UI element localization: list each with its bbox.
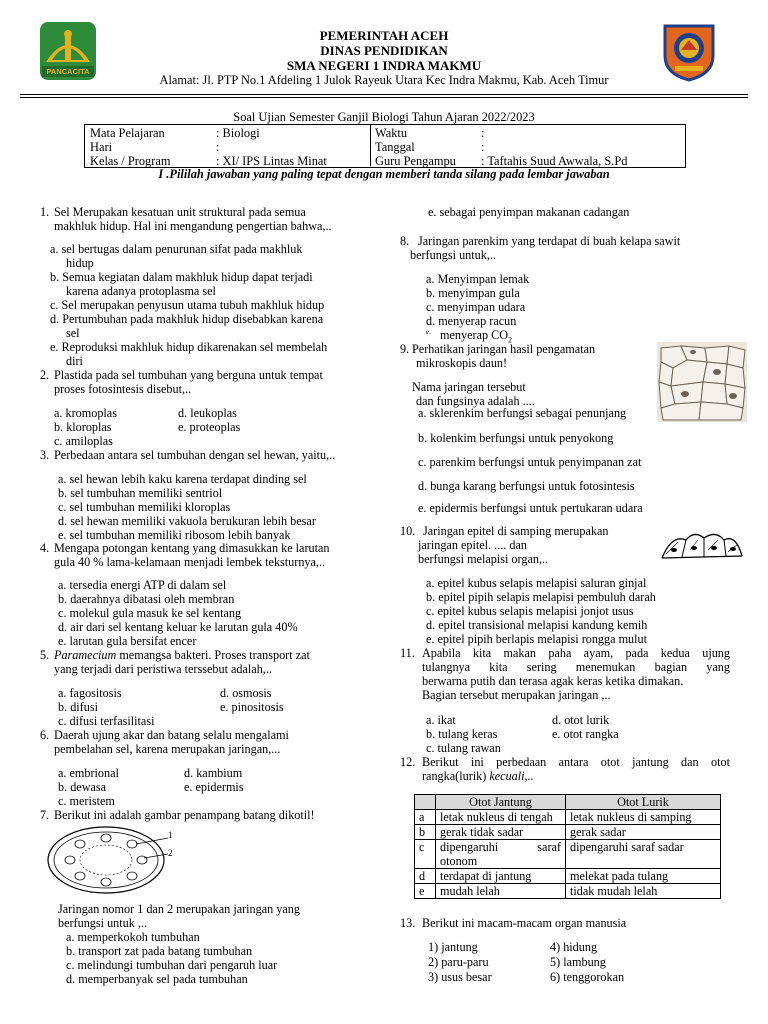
q3-stem-1: Perbedaan antara sel tumbuhan dengan sel hewan, yaitu,.. <box>54 448 336 462</box>
diagram-label-1: 1 <box>168 830 173 840</box>
q6-option-b[interactable]: b. dewasa <box>58 780 107 794</box>
label-date: Tanggal <box>375 140 415 154</box>
cardiac-cell: gerak tidak sadar <box>436 825 566 840</box>
q4-option-a[interactable]: a. tersedia energi ATP di dalam sel <box>58 578 227 592</box>
q11-option-c[interactable]: c. tulang rawan <box>426 741 501 755</box>
q5-stem-1 <box>54 648 374 662</box>
cardiac-cell: dipengaruhi saraf otonom <box>436 840 566 869</box>
q3-option-a[interactable]: a. sel hewan lebih kaku karena terdapat dinding sel <box>58 472 307 486</box>
q11-option-e[interactable]: e. otot rangka <box>552 727 619 741</box>
q8-stem-2: berfungsi untuk,.. <box>410 248 496 262</box>
q1-stem-2: makhluk hidup. Hal ini mengandung pengertian bahwa,.. <box>54 219 332 233</box>
q7-stem-3: berfungsi untuk ,.. <box>58 916 148 930</box>
q8-option-b[interactable]: b. menyimpan gula <box>426 286 520 300</box>
q13-number: 13. <box>400 916 416 930</box>
q9-option-b[interactable]: b. kolenkim berfungsi untuk penyokong <box>418 431 614 445</box>
row-letter[interactable]: c <box>415 840 436 869</box>
q12-stem-1: Berikut ini perbedaan antara otot jantung dan otot <box>422 755 730 769</box>
q6-option-a[interactable]: a. embrional <box>58 766 119 780</box>
pancacita-logo <box>38 20 98 82</box>
q11-stem-3: berwarna putih dan terasa agak keras ketika dimakan. <box>422 674 684 688</box>
q7-option-b[interactable]: b. transport zat pada batang tumbuhan <box>66 944 253 958</box>
leaf-tissue-image <box>657 342 747 422</box>
q5-option-a[interactable]: a. fagositosis <box>58 686 122 700</box>
cardiac-cell: terdapat di jantung <box>436 869 566 884</box>
q4-option-d[interactable]: d. air dari sel kentang keluar ke larutan gula 40% <box>58 620 298 634</box>
q7-option-a[interactable]: a. memperkokoh tumbuhan <box>66 930 200 944</box>
q12-stem-2 <box>422 769 534 783</box>
table-header-blank <box>415 795 436 810</box>
header-dept: DINAS PENDIDIKAN <box>320 43 448 58</box>
q13-item-1: 1) jantung <box>428 940 478 954</box>
q9-number: 9. <box>400 342 410 356</box>
info-box-divider <box>370 124 371 166</box>
q1-option-d-cont: sel <box>66 326 80 340</box>
q10-option-b[interactable]: b. epitel pipih selapis melapisi pembuluh darah <box>426 590 656 604</box>
q10-stem-2: jaringan epitel. .... dan <box>418 538 527 552</box>
diagram-label-2: 2 <box>168 848 173 858</box>
q10-stem-1: Jaringan epitel di samping merupakan <box>423 524 609 538</box>
q2-option-a[interactable]: a. kromoplas <box>54 406 117 420</box>
q10-option-e[interactable]: e. epitel pipih berlapis melapisi rongga mulut <box>426 632 648 646</box>
q12-stem-2-text: rangka(lurik) <box>422 769 490 783</box>
q9-stem-1: Perhatikan jaringan hasil pengamatan <box>412 342 596 356</box>
q7-option-e[interactable]: e. sebagai penyimpan makanan cadangan <box>428 205 630 219</box>
q9-option-e[interactable]: e. epidermis berfungsi untuk pertukaran udara <box>418 501 643 515</box>
value-teacher: : Taftahis Suud Awwala, S.Pd <box>481 154 628 168</box>
q1-option-a-cont: hidup <box>66 256 94 270</box>
q5-stem-1-rest: memangsa bakteri. Proses transport zat <box>116 648 310 662</box>
q1-option-d[interactable]: d. Pertumbuhan pada makhluk hidup disebabkan karena <box>50 312 324 326</box>
q11-number: 11. <box>400 646 415 660</box>
label-time: Waktu <box>375 126 408 140</box>
q2-option-d[interactable]: d. leukoplas <box>178 406 237 420</box>
value-date: : <box>481 140 485 154</box>
header-govt: PEMERINTAH ACEH <box>319 28 449 43</box>
q7-stem-1: Berikut ini adalah gambar penampang batang dikotil! <box>54 808 315 822</box>
value-subject: : Biologi <box>216 126 260 140</box>
q11-stem-2: tulangnya kita sering menemukan bagian yang <box>422 660 730 674</box>
skeletal-cell: dipengaruhi saraf sadar <box>566 840 721 869</box>
q10-number: 10. <box>400 524 416 538</box>
skeletal-cell: tidak mudah lelah <box>566 884 721 899</box>
q1-option-a[interactable]: a. sel bertugas dalam penurunan sifat pada makhluk <box>50 242 303 256</box>
table-row <box>415 810 721 825</box>
q10-option-a[interactable]: a. epitel kubus selapis melapisi saluran ginjal <box>426 576 647 590</box>
q5-option-b[interactable]: b. difusi <box>58 700 98 714</box>
row-letter[interactable]: e <box>415 884 436 899</box>
value-time: : <box>481 126 485 140</box>
q1-option-b-cont: karena adanya protoplasma sel <box>66 284 216 298</box>
q9-stem-4: dan fungsinya adalah .... <box>416 394 535 408</box>
header-school: SMA NEGERI 1 INDRA MAKMU <box>286 58 482 73</box>
info-table-left <box>88 126 329 168</box>
skeletal-cell: letak nukleus di samping <box>566 810 721 825</box>
q5-number: 5. <box>40 648 50 662</box>
muscle-comparison-table <box>414 794 721 899</box>
q2-stem-2: proses fotosintesis disebut,.. <box>54 382 192 396</box>
q2-number: 2. <box>40 368 50 382</box>
q11-option-b[interactable]: b. tulang keras <box>426 727 498 741</box>
q1-option-b[interactable]: b. Semua kegiatan dalam makhluk hidup dapat terjadi <box>50 270 313 284</box>
q9-stem-3: Nama jaringan tersebut <box>412 380 526 394</box>
q6-stem-1: Daerah ujung akar dan batang selalu mengalami <box>54 728 289 742</box>
q10-option-d[interactable]: d. epitel transisional melapisi kandung kemih <box>426 618 648 632</box>
q13-item-3: 3) usus besar <box>428 970 492 984</box>
cardiac-cell: letak nukleus di tengah <box>436 810 566 825</box>
table-row <box>415 869 721 884</box>
school-emblem <box>661 22 717 82</box>
label-subject: Mata Pelajaran <box>90 126 165 140</box>
q9-option-c[interactable]: c. parenkim berfungsi untuk penyimpanan zat <box>418 455 642 469</box>
table-header-cardiac: Otot Jantung <box>436 795 566 810</box>
q11-stem-1: Apabila kita makan paha ayam, pada kedua ujung <box>422 646 730 660</box>
q13-item-6: 6) tenggorokan <box>550 970 625 984</box>
q13-item-2: 2) paru-paru <box>428 955 489 969</box>
label-class: Kelas / Program <box>90 154 171 168</box>
q5-species: Paramecium <box>54 648 117 662</box>
q6-option-e[interactable]: e. epidermis <box>184 780 244 794</box>
q6-option-c[interactable]: c. meristem <box>58 794 115 808</box>
q3-option-e[interactable]: e. sel tumbuhan memiliki ribosom lebih banyak <box>58 528 291 542</box>
q4-number: 4. <box>40 541 50 555</box>
q8-option-a[interactable]: a. Menyimpan lemak <box>426 272 530 286</box>
q1-stem-1: Sel Merupakan kesatuan unit struktural pada semua <box>54 205 306 219</box>
q12-stem-2-emph: kecuali,.. <box>489 769 534 783</box>
table-header-skeletal: Otot Lurik <box>566 795 721 810</box>
q3-option-d[interactable]: d. sel hewan memiliki vakuola berukuran lebih besar <box>58 514 316 528</box>
row-letter[interactable]: d <box>415 869 436 884</box>
q8-option-c[interactable]: c. menyimpan udara <box>426 300 526 314</box>
q4-stem-2: gula 40 % lama-kelamaan menjadi lembek teksturnya,.. <box>54 555 326 569</box>
table-row <box>415 825 721 840</box>
q3-number: 3. <box>40 448 50 462</box>
instruction: I .Pililah jawaban yang paling tepat dengan memberi tanda silang pada lembar jawaban <box>158 167 610 181</box>
cardiac-cell: mudah lelah <box>436 884 566 899</box>
label-teacher: Guru Pengampu <box>375 154 456 168</box>
q6-number: 6. <box>40 728 50 742</box>
q5-option-e[interactable]: e. pinositosis <box>220 700 284 714</box>
q8-option-e-bullet: e. <box>426 328 431 336</box>
q8-option-d[interactable]: d. menyerap racun <box>426 314 517 328</box>
table-row <box>415 840 721 869</box>
q1-option-e[interactable]: e. Reproduksi makhluk hidup dikarenakan sel membelah <box>50 340 328 354</box>
q7-option-c[interactable]: c. melindungi tumbuhan dari pengaruh luar <box>66 958 278 972</box>
q11-option-a[interactable]: a. ikat <box>426 713 456 727</box>
exam-title: Soal Ujian Semester Ganjil Biologi Tahun Ajaran 2022/2023 <box>233 110 535 124</box>
header-rule-thin <box>20 94 748 95</box>
q8-option-e-sub: 2 <box>508 335 513 345</box>
q8-number: 8. <box>400 234 410 248</box>
q8-stem-1: Jaringan parenkim yang terdapat di buah kelapa sawit <box>418 234 681 248</box>
q11-stem-4: Bagian tersebut merupakan jaringan ,.. <box>422 688 611 702</box>
header-address: Alamat: Jl. PTP No.1 Afdeling 1 Julok Rayeuk Utara Kec Indra Makmu, Kab. Aceh Timur <box>159 73 609 87</box>
skeletal-cell: melekat pada tulang <box>566 869 721 884</box>
q9-option-a[interactable]: a. sklerenkim berfungsi sebagai penunjang <box>418 406 627 420</box>
q13-stem-1: Berikut ini macam-macam organ manusia <box>422 916 627 930</box>
q4-option-c[interactable]: c. molekul gula masuk ke sel kentang <box>58 606 242 620</box>
q10-option-c[interactable]: c. epitel kubus selapis melapisi jonjot usus <box>426 604 634 618</box>
q7-stem-2: Jaringan nomor 1 dan 2 merupakan jaringan yang <box>58 902 300 916</box>
q1-option-c[interactable]: c. Sel merupakan penyusun utama tubuh makhluk hidup <box>50 298 325 312</box>
q9-stem-2: mikroskopis daun! <box>416 356 508 370</box>
q4-option-e[interactable]: e. larutan gula bersifat encer <box>58 634 197 648</box>
logo-caption: PANCACITA <box>46 67 90 76</box>
q7-option-d[interactable]: d. memperbanyak sel pada tumbuhan <box>66 972 248 986</box>
info-table-right <box>373 126 629 168</box>
q3-option-c[interactable]: c. sel tumbuhan memiliki kloroplas <box>58 500 231 514</box>
q5-stem-2: yang terjadi dari peristiwa terssebut adalah,.. <box>54 662 272 676</box>
q1-number: 1. <box>40 205 50 219</box>
q1-option-e-cont: diri <box>66 354 83 368</box>
value-class: : XI/ IPS Lintas Minat <box>216 154 327 168</box>
label-day: Hari <box>90 140 113 154</box>
q13-item-5: 5) lambung <box>550 955 606 969</box>
epithelium-image <box>660 528 744 562</box>
header-rule-thick <box>20 97 748 98</box>
value-day: : <box>216 140 220 154</box>
q2-option-b[interactable]: b. kloroplas <box>54 420 112 434</box>
q6-option-d[interactable]: d. kambium <box>184 766 243 780</box>
q4-stem-1: Mengapa potongan kentang yang dimasukkan ke larutan <box>54 541 330 555</box>
q2-option-e[interactable]: e. proteoplas <box>178 420 241 434</box>
q4-option-b[interactable]: b. daerahnya dibatasi oleh membran <box>58 592 235 606</box>
row-letter[interactable]: b <box>415 825 436 840</box>
q13-item-4: 4) hidung <box>550 940 598 954</box>
dicot-stem-diagram <box>44 824 180 896</box>
q11-option-d[interactable]: d. otot lurik <box>552 713 610 727</box>
row-letter[interactable]: a <box>415 810 436 825</box>
q5-option-c[interactable]: c. difusi terfasilitasi <box>58 714 155 728</box>
q12-number: 12. <box>400 755 416 769</box>
skeletal-cell: gerak sadar <box>566 825 721 840</box>
q5-option-d[interactable]: d. osmosis <box>220 686 272 700</box>
q6-stem-2: pembelahan sel, karena merupakan jaringan,... <box>54 742 281 756</box>
q2-stem-1: Plastida pada sel tumbuhan yang berguna untuk tempat <box>54 368 323 382</box>
q7-number: 7. <box>40 808 50 822</box>
q2-option-c[interactable]: c. amiloplas <box>54 434 113 448</box>
q10-stem-3: berfungsi melapisi organ,.. <box>418 552 549 566</box>
table-row <box>415 884 721 899</box>
q3-option-b[interactable]: b. sel tumbuhan memiliki sentriol <box>58 486 223 500</box>
table-header-row <box>415 795 721 810</box>
q8-option-e-text: menyerap CO <box>440 328 509 342</box>
q9-option-d[interactable]: d. bunga karang berfungsi untuk fotosintesis <box>418 479 635 493</box>
